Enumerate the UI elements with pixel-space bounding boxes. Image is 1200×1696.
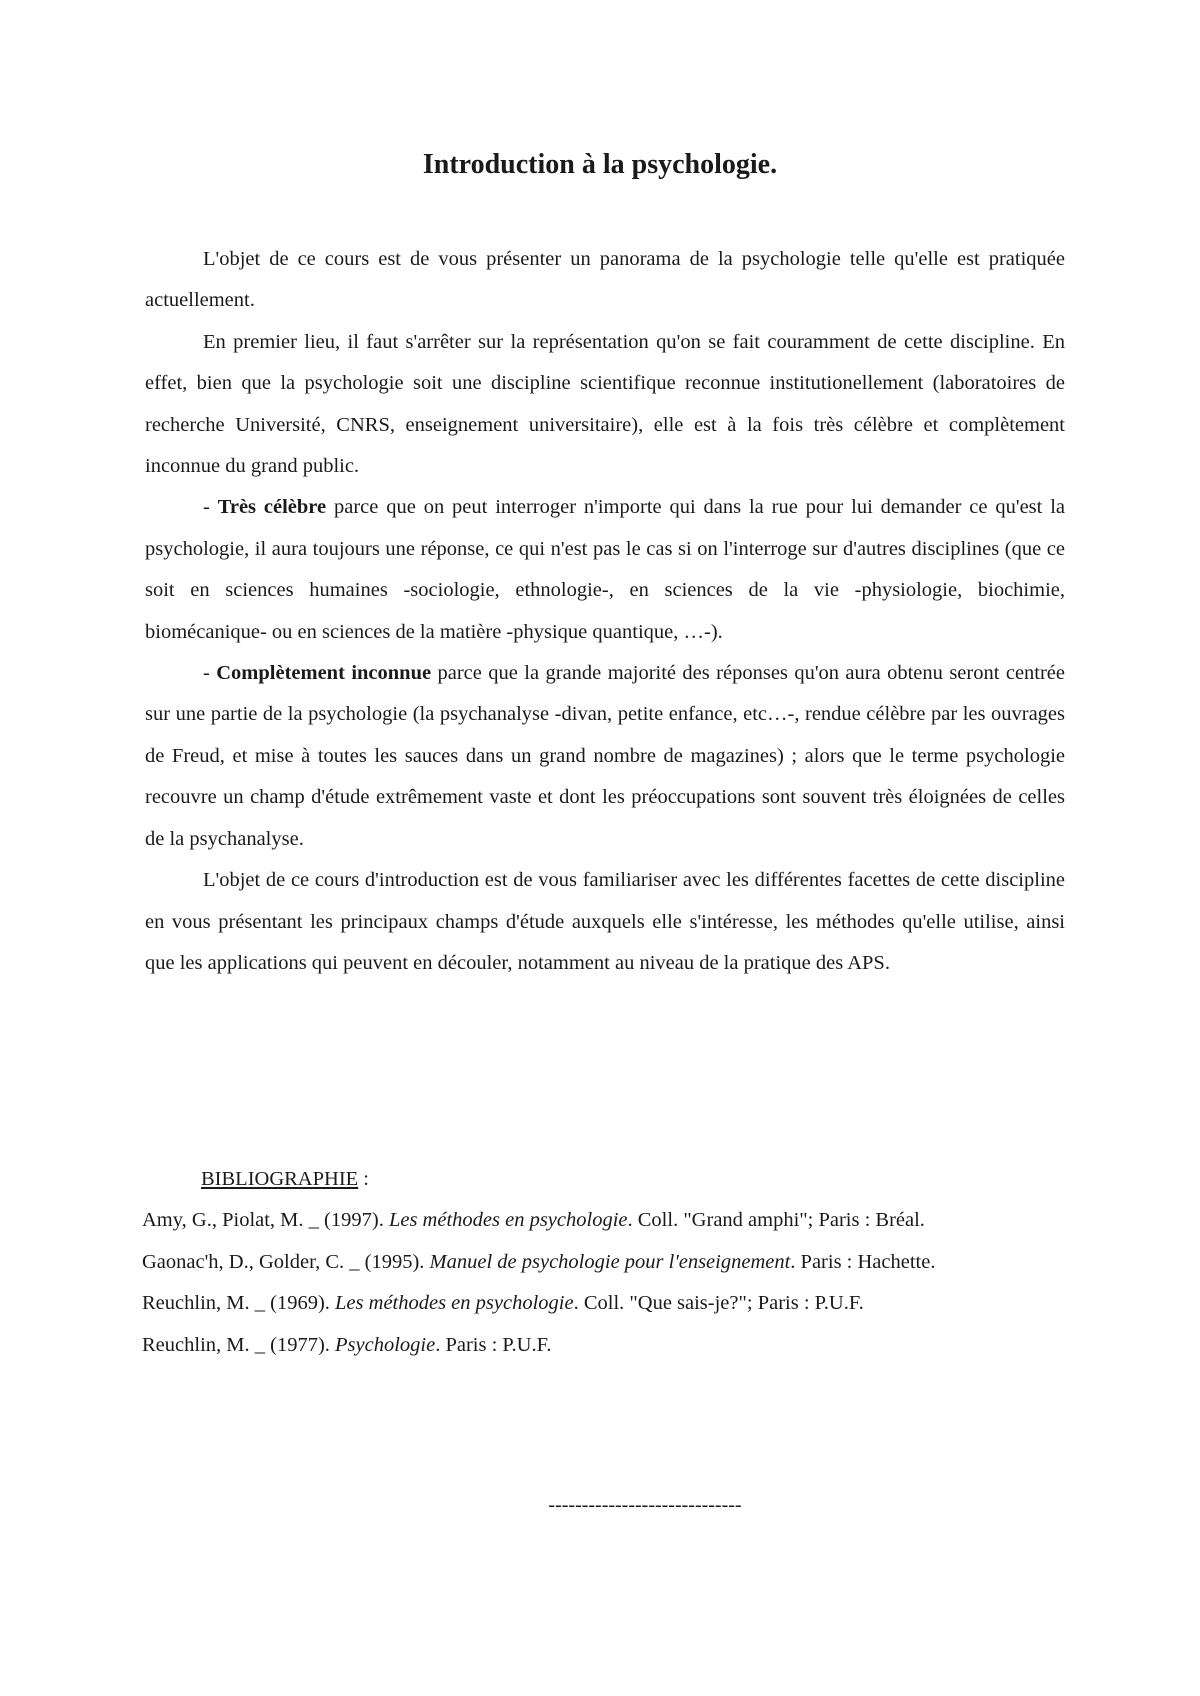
bibliography-entry <box>142 1325 1062 1366</box>
bibliography-heading-suffix: : <box>358 1168 369 1190</box>
bibliography-entry <box>142 1242 1062 1283</box>
bold-term: Complètement inconnue <box>216 662 432 685</box>
paragraph-tres-celebre <box>145 487 1065 653</box>
paragraph-objective: L'objet de ce cours d'introduction est de vous familiariser avec les différentes facettes de cette discipline en vous présentant les principaux champs d'étude auxquels elle s'intéresse, les méthodes qu'elle utilise, ainsi que les applications qui peuvent en découler, notamment au niveau de la pratique des APS. <box>145 869 1065 974</box>
paragraph-representation: En premier lieu, il faut s'arrêter sur la représentation qu'on se fait couramment de cette discipline. En effet, bien que la psychologie soit une discipline scientifique reconnue institutionellement (laboratoires de recherche Université, CNRS, enseignement universitaire), elle est à la fois très célèbre et complètement inconnue du grand public. <box>145 330 1065 478</box>
entry-title: Manuel de psychologie pour l'enseignement <box>429 1250 791 1273</box>
entry-authors: Amy, G., Piolat, M. _ (1997). <box>142 1209 389 1232</box>
paragraph-intro: L'objet de ce cours est de vous présenter un panorama de la psychologie telle qu'elle est pratiquée actuellement. <box>145 248 1065 312</box>
entry-publisher: . Paris : P.U.F. <box>435 1333 552 1356</box>
bold-term: Très célèbre <box>217 496 327 519</box>
end-separator: ----------------------------- <box>548 1494 742 1516</box>
bibliography <box>142 1159 1062 1366</box>
page-title: Introduction à la psychologie. <box>422 149 778 180</box>
entry-authors: Reuchlin, M. _ (1977). <box>142 1333 336 1356</box>
bibliography-heading <box>142 1159 1062 1200</box>
entry-publisher: . Coll. "Grand amphi"; Paris : Bréal. <box>627 1209 925 1232</box>
entry-title: Les méthodes en psychologie <box>335 1292 574 1315</box>
entry-authors: Gaonac'h, D., Golder, C. _ (1995). <box>142 1250 430 1273</box>
paragraph-rest: parce que on peut interroger n'importe qui dans la rue pour lui demander ce qu'est la psychologie, il aura toujours une réponse, ce qui n'est pas le cas si on l'interroge sur d'autres disciplines (que ce soit en sciences humaines -sociologie, ethnologie-, en sciences de la vie -physiologie, biochimie, biomécanique- ou en sciences de la matière -physique quantique, …-). <box>145 496 1066 643</box>
entry-title: Les méthodes en psychologie <box>388 1209 628 1232</box>
entry-publisher: . Coll. "Que sais-je?"; Paris : P.U.F. <box>573 1292 864 1315</box>
paragraph-rest: parce que la grande majorité des réponses qu'on aura obtenu seront centrée sur une partie de la psychologie (la psychanalyse -divan, petite enfance, etc…-, rendue célèbre par les ouvrages de Freud, et mise à toutes les sauces dans un grand nombre de magazines) ; alors que le terme psychologie recouvre un champ d'étude extrêmement vaste et dont les préoccupations sont souvent très éloignées de celles de la psychanalyse. <box>145 662 1066 850</box>
paragraph-completement-inconnue <box>145 653 1065 860</box>
entry-title: Psychologie <box>335 1333 436 1356</box>
entry-publisher: . Paris : Hachette. <box>790 1250 936 1273</box>
entry-authors: Reuchlin, M. _ (1969). <box>142 1292 336 1315</box>
bibliography-entry <box>142 1283 1062 1324</box>
dash-prefix: - <box>203 662 217 685</box>
bibliography-entry <box>142 1200 1062 1241</box>
dash-prefix: - <box>203 496 218 519</box>
body-text <box>145 239 1065 984</box>
bibliography-heading-label: BIBLIOGRAPHIE <box>201 1168 359 1190</box>
